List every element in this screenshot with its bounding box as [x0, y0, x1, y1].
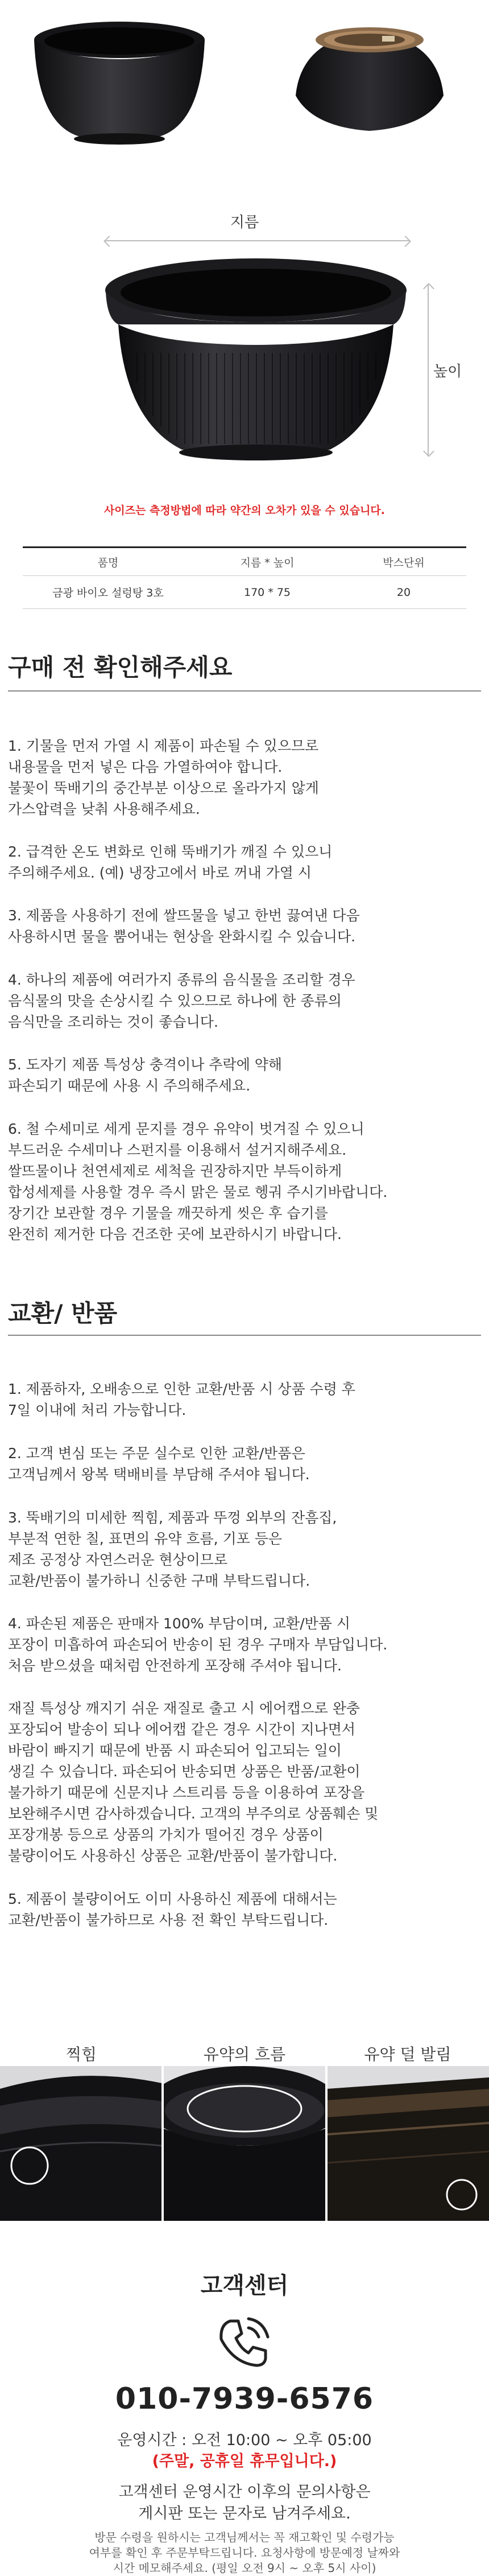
- customer-center-title: 고객센터: [200, 2273, 289, 2299]
- returns-divider: [8, 1335, 481, 1336]
- spec-cell-name: 금광 바이오 설렁탕 3호: [23, 576, 193, 609]
- defect-label-thin-glaze: 유약 덜 발림: [364, 2045, 451, 2064]
- purchase-check-item-1: 1. 기물을 먼저 가열 시 제품이 파손될 수 있으므로 내용물을 먼저 넣은 다음 가열하여야 합니다. 불꽃이 뚝배기의 중간부분 이상으로 올라가지 않게 가스압력을 낮춰 사용해주세요.: [8, 738, 319, 817]
- defect-label-glaze-flow: 유약의 흐름: [203, 2045, 286, 2064]
- width-dimension-line: [105, 240, 409, 241]
- returns-item-2: 2. 고객 변심 또는 주문 실수로 인한 교환/반품은 고객님께서 왕복 택배비를 부담해 주셔야 됩니다.: [8, 1445, 310, 1483]
- spec-table: [23, 546, 466, 609]
- phone-icon: [213, 2311, 276, 2373]
- returns-item-3: 3. 뚝배기의 미세한 찍힘, 제품과 뚜껑 외부의 잔흠집, 부분적 연한 칠, 표면의 유약 흐름, 기포 등은 제조 공정상 자연스러운 현상이므로 교환/반품이 불가하니 신중한 구매 부탁드립니다.: [8, 1509, 337, 1589]
- returns-item-4: 4. 파손된 제품은 판매자 100% 부담이며, 교환/반품 시 포장이 미흡하여 파손되어 반송이 된 경우 구매자 부담입니다. 처음 받으셨을 때처럼 안전하게 포장해 주셔야 됩니다.: [8, 1615, 388, 1674]
- returns-item-5: 5. 제품이 불량이어도 이미 사용하신 제품에 대해서는 교환/반품이 불가하므로 사용 전 확인 부탁드립니다.: [8, 1891, 337, 1928]
- customer-center-holiday: (주말, 공휴일 휴무입니다.): [152, 2452, 337, 2470]
- defect-photo-glaze-flow: [164, 2066, 325, 2221]
- defect-photo-chip: [0, 2066, 161, 2221]
- size-notice: 사이즈는 측정방법에 따라 약간의 오차가 있을 수 있습니다.: [103, 504, 386, 517]
- table-row: [23, 576, 466, 609]
- returns-title: 교환/ 반품: [8, 1299, 118, 1327]
- purchase-check-item-6: 6. 철 수세미로 세게 문지를 경우 유약이 벗겨질 수 있으니 부드러운 수세미나 스펀지를 이용해서 설거지해주세요. 쌀뜨물이나 천연세제로 세척을 권장하지만 부득이하게 합성세제를 사용할 경우 즉시 맑은 물로 헹궈 주시기바랍니다. 장기간 보관할 경우 기물을 깨끗하게 씻은 후 습기를 완전히 제거한 다음 건조한 곳에 보관하시기 바랍니다.: [8, 1121, 388, 1242]
- customer-center-hours: 운영시간 : 오전 10:00 ~ 오후 05:00: [117, 2431, 372, 2449]
- customer-center-after-hours: 고객센터 운영시간 이후의 문의사항은 게시판 또는 문자로 남겨주세요.: [118, 2483, 371, 2522]
- purchase-check-divider: [8, 690, 481, 692]
- returns-item-1: 1. 제품하자, 오배송으로 인한 교환/반품 시 상품 수령 후 7일 이내에 처리 가능합니다.: [8, 1381, 355, 1418]
- defect-label-chip: 찍힘: [65, 2045, 97, 2064]
- purchase-check-item-3: 3. 제품을 사용하기 전에 쌀뜨물을 넣고 한번 끓여낸 다음 사용하시면 물을 뿜어내는 현상을 완화시킬 수 있습니다.: [8, 907, 360, 945]
- spec-cell-box: 20: [341, 576, 466, 609]
- defect-photo-thin-glaze: [328, 2066, 489, 2221]
- height-label: 높이: [433, 363, 462, 380]
- spec-table-header-row: [23, 548, 466, 576]
- bowl-photo-bottom: [256, 5, 483, 158]
- returns-item-packaging: 재질 특성상 깨지기 쉬운 재질로 출고 시 에어캡으로 완충 포장되어 발송이 되나 에어캡 같은 경우 시간이 지나면서 바람이 빠지기 때문에 반품 시 파손되어 입고되는 일이 생길 수 있습니다. 파손되어 반송되면 상품은 반품/교환이 불가하기 때문에 신문지나 스트리름 등을 이용하여 포장을 보완해주시면 감사하겠습니다. 고객의 부주의로 상품훼손 및 포장개봉 등으로 상품의 가치가 떨어진 경우 상품이 불량이어도 사용하신 상품은 교환/반품이 불가합니다.: [8, 1700, 379, 1864]
- customer-center-phone[interactable]: 010-7939-6576: [115, 2382, 374, 2416]
- bowl-photo-side: [6, 5, 233, 158]
- width-label: 지름: [230, 214, 259, 231]
- spec-cell-size: 170 * 75: [193, 576, 341, 609]
- customer-center-visit-note: 방문 수령을 원하시는 고객님께서는 꼭 재고확인 및 수령가능 여부를 확인 후 주문부탁드립니다. 요청사항에 방문예정 날짜와 시간 메모해주세요. (평일 오전 9시 ~ 오후 5시 사이): [89, 2530, 400, 2575]
- purchase-check-item-4: 4. 하나의 제품에 여러가지 종류의 음식물을 조리할 경우 음식물의 맛을 손상시킬 수 있으므로 하나에 한 종류의 음식만을 조리하는 것이 좋습니다.: [8, 972, 355, 1030]
- purchase-check-item-5: 5. 도자기 제품 특성상 충격이나 추락에 약해 파손되기 때문에 사용 시 주의해주세요.: [8, 1056, 283, 1094]
- purchase-check-title: 구매 전 확인해주세요: [8, 653, 233, 681]
- spec-header-name: 품명: [23, 548, 193, 576]
- bowl-photo-main: [85, 250, 426, 478]
- spec-header-size: 지름 * 높이: [193, 548, 341, 576]
- purchase-check-item-2: 2. 급격한 온도 변화로 인해 뚝배기가 깨질 수 있으니 주의해주세요. (예) 냉장고에서 바로 꺼내 가열 시: [8, 843, 333, 881]
- height-dimension-line: [428, 285, 429, 455]
- spec-header-box: 박스단위: [341, 548, 466, 576]
